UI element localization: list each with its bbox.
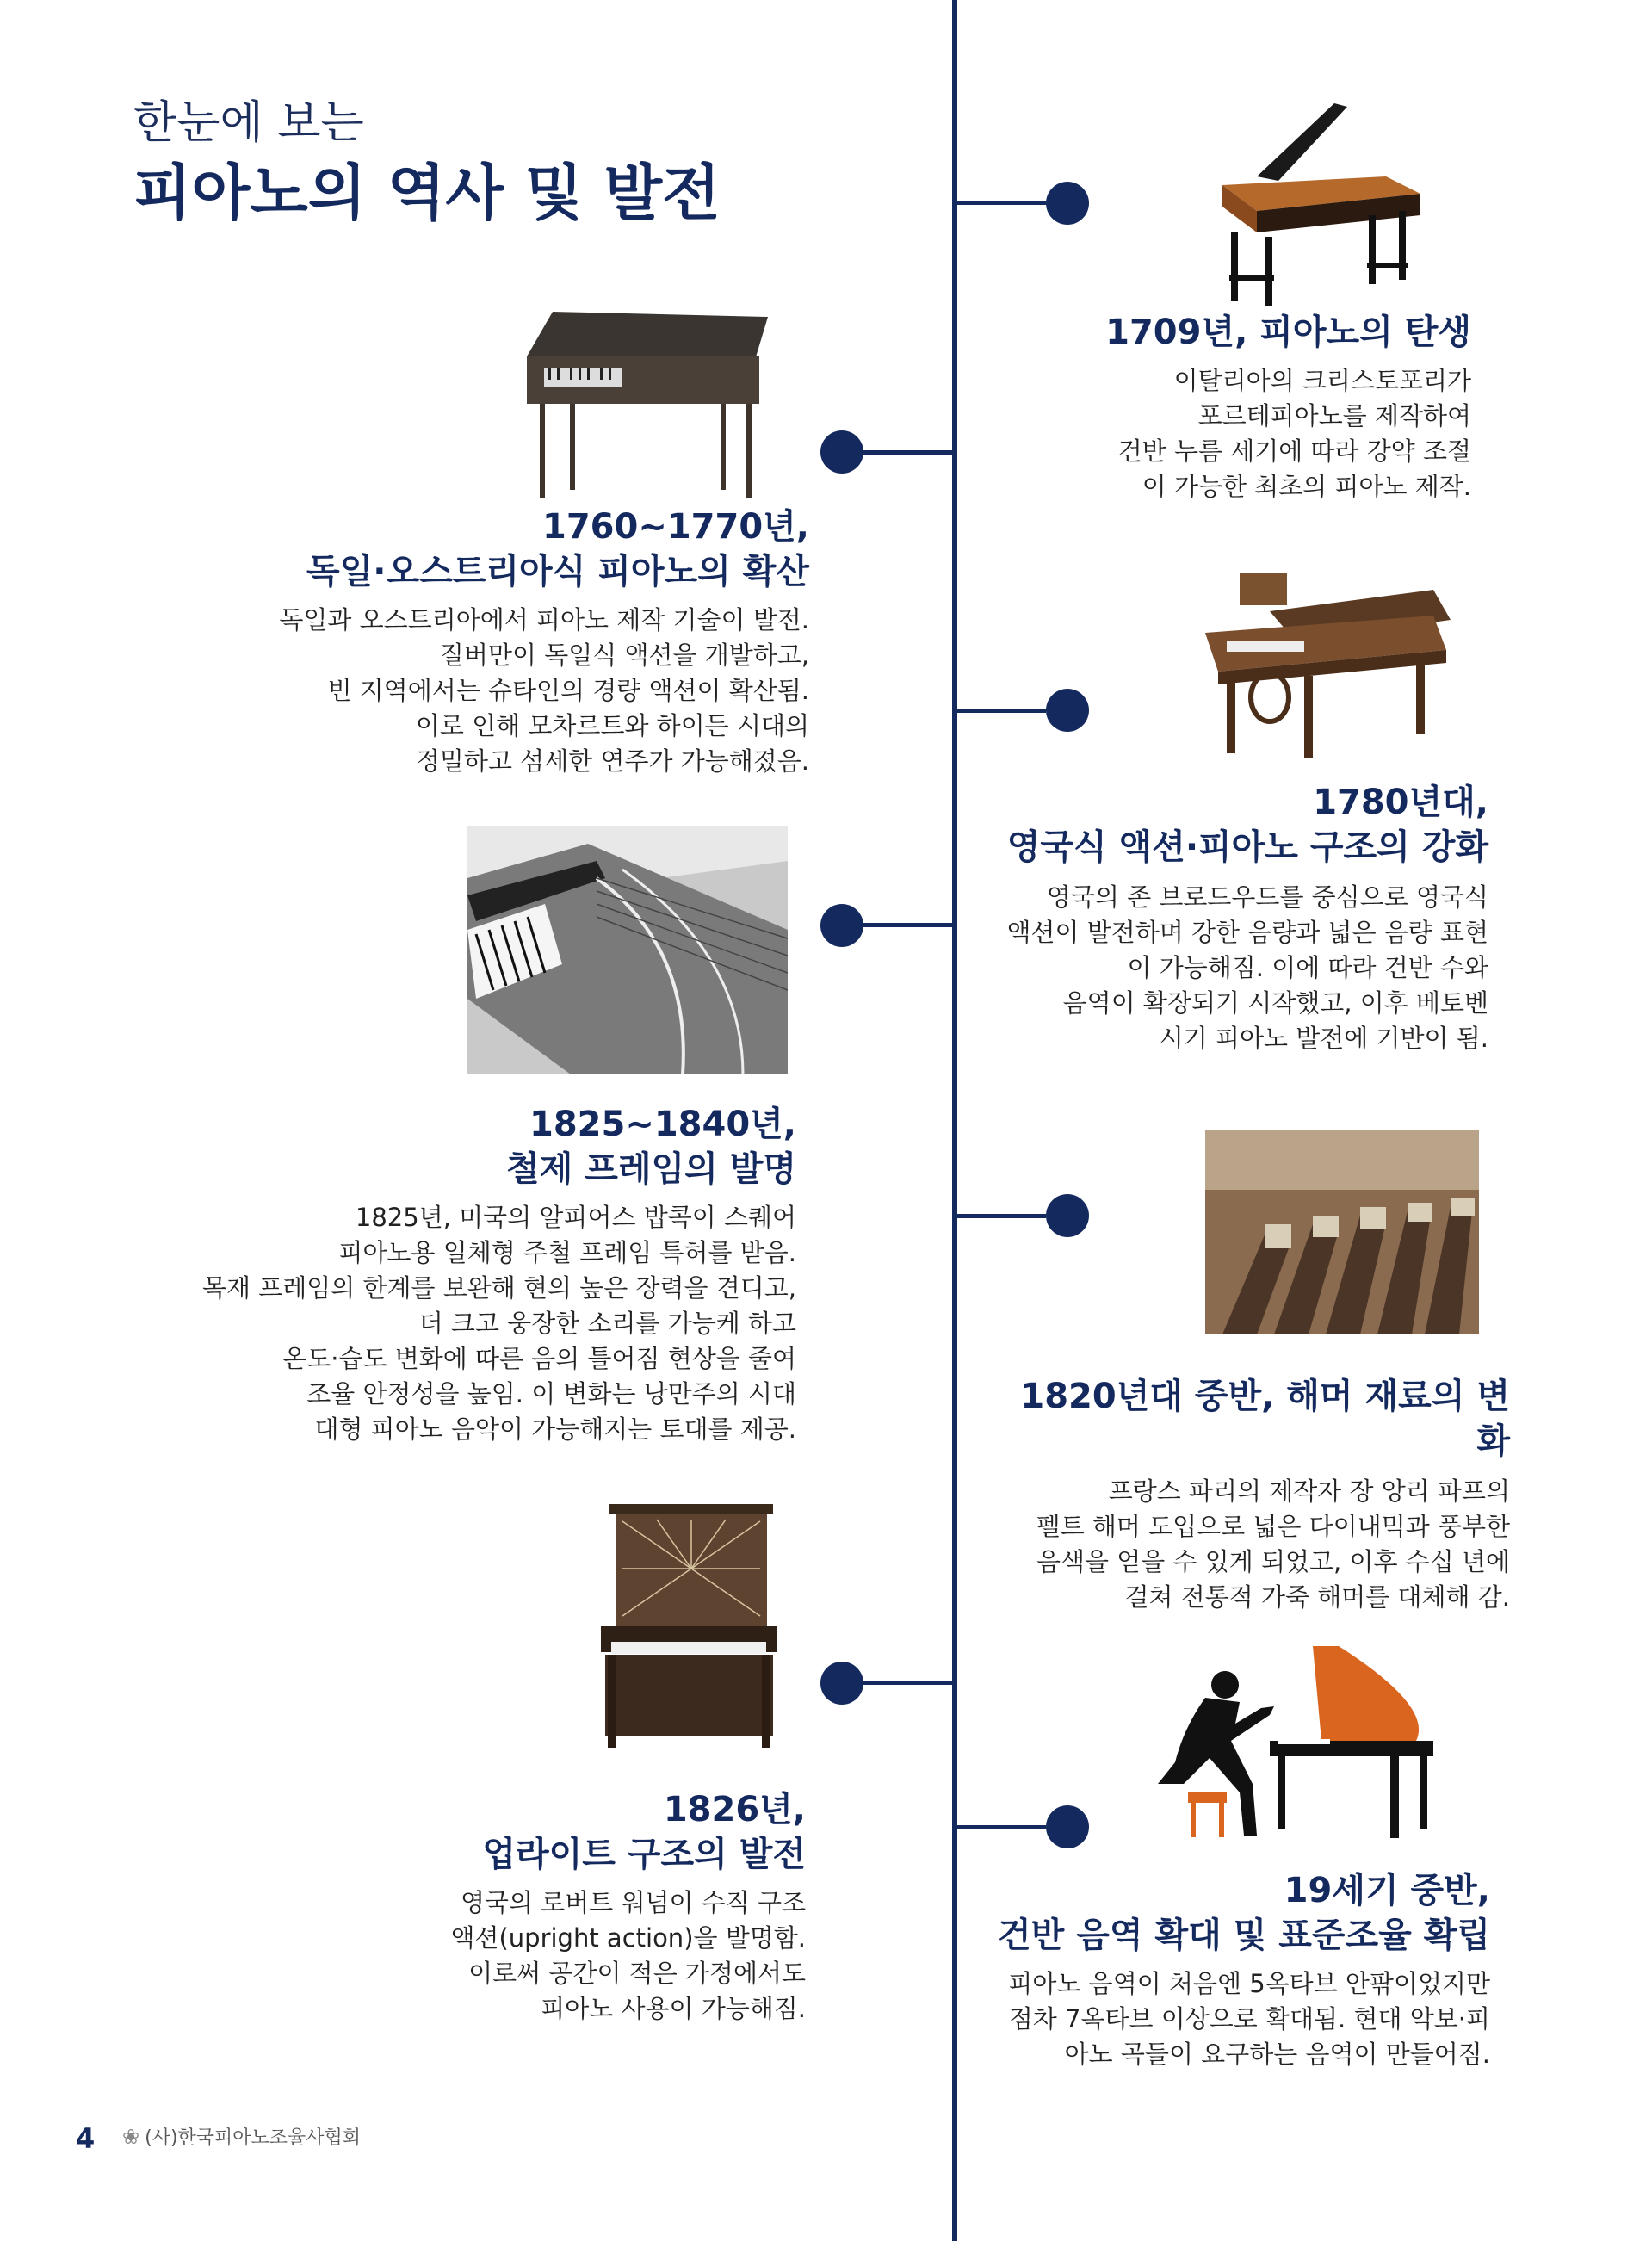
event-1760 [138,505,809,779]
connector-1825 [863,923,955,927]
footer-org: (사)한국피아노조율사협회 [145,2127,362,2149]
event-body: 피아노 음역이 처음엔 5옥타브 안팎이었지만 점차 7옥타브 이상으로 확대됨. 현대 악보·피 아노 곡들이 요구하는 음역이 만들어짐. [1008,1969,1490,2069]
connector-1780 [955,709,1046,713]
broadwood-piano-image [1192,568,1455,766]
connector-1760 [863,450,955,455]
timeline-dot-1820s [1046,1194,1089,1237]
event-1826 [310,1787,806,2027]
iron-frame-image [467,826,788,1074]
pianist-illustration [1158,1646,1438,1842]
event-heading: 1826년, 업라이트 구조의 발전 [482,1790,806,1874]
upright-piano-image [592,1504,786,1749]
connector-1826 [863,1681,955,1685]
event-body: 영국의 존 브로드우드를 중심으로 영국식 액션이 발전하며 강한 음량과 넓은 음량 표현 이 가능해짐. 이에 따라 건반 수와 음역이 확장되기 시작했고, 이후 베토벤 시기 피아노 발전에 기반이 됨. [1006,882,1488,1053]
timeline-dot-1760 [820,430,863,474]
event-heading: 1709년, 피아노의 탄생 [1105,313,1471,352]
event-heading: 1780년대, 영국식 액션·피아노 구조의 강화 [1006,783,1488,867]
event-body: 이탈리아의 크리스토포리가 포르테피아노를 제작하여 건반 누름 세기에 따라 강약 조절 이 가능한 최초의 피아노 제작. [1117,366,1471,501]
event-body: 1825년, 미국의 알피어스 밥콕이 스퀘어 피아노용 일체형 주철 프레임 특허를 받음. 목재 프레임의 한계를 보완해 현의 높은 장력을 견디고, 더 크고 웅장한 소리를 가능케 하고 온도·습도 변화에 따른 음의 틀어짐 현상을 줄여 조율 안정성을 높임. 이 변화는 낭만주의 시대 대형 피아노 음악이 가능해지는 토대를 제공. [201,1203,796,1444]
page-subtitle: 한눈에 보는 [133,97,364,149]
timeline-dot-1825 [820,904,863,947]
event-body: 독일과 오스트리아에서 피아노 제작 기술이 발전. 질버만이 독일식 액션을 개발하고, 빈 지역에서는 슈타인의 경량 액션이 확산됨. 이로 인해 모차르트와 하이든 시대의 정밀하고 섬세한 연주가 가능해졌음. [279,605,809,776]
event-1709 [1041,310,1471,505]
event-19c [939,1868,1490,2072]
event-heading: 19세기 중반, 건반 음역 확대 및 표준조율 확립 [998,1871,1490,1955]
footer-org-block [122,2123,361,2150]
event-heading: 1760~1770년, 독일·오스트리아식 피아노의 확산 [306,507,809,591]
event-1825 [86,1102,796,1447]
cristofori-piano-image [1205,95,1438,310]
timeline-dot-1780 [1046,689,1089,732]
page-number: 4 [76,2122,96,2155]
square-piano-image [518,303,777,501]
connector-1820s [955,1214,1046,1218]
event-1820s [993,1374,1510,1615]
event-body: 영국의 로버트 워넘이 수직 구조 액션(upright action)을 발명함. 이로써 공간이 적은 가정에서도 피아노 사용이 가능해짐. [450,1888,806,2023]
flower-logo-icon: ❀ [122,2124,140,2149]
timeline-dot-1709 [1046,182,1089,225]
hammer-image [1205,1130,1479,1334]
connector-19c [955,1825,1046,1829]
event-heading: 1820년대 중반, 해머 재료의 변화 [1020,1377,1510,1461]
page-title: 피아노의 역사 및 발전 [133,158,721,228]
event-1780 [955,780,1488,1056]
timeline-dot-19c [1046,1805,1089,1848]
connector-1709 [955,201,1046,205]
event-body: 프랑스 파리의 제작자 장 앙리 파프의 펠트 해머 도입으로 넓은 다이내믹과 풍부한 음색을 얻을 수 있게 되었고, 이후 수십 년에 걸쳐 전통적 가죽 해머를 대체해 감. [1036,1476,1510,1612]
timeline-dot-1826 [820,1662,863,1705]
event-heading: 1825~1840년, 철제 프레임의 발명 [506,1105,796,1189]
